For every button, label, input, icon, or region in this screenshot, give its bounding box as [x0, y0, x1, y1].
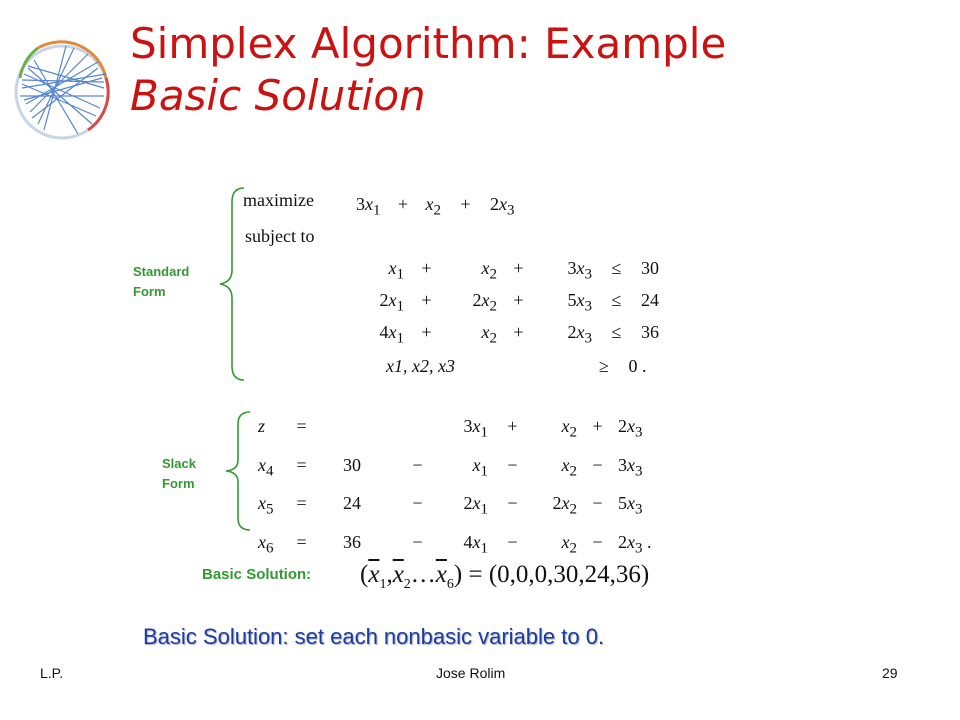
constraint-2-rhs: 24: [641, 290, 659, 310]
constraint-1-sub-2: 2: [489, 266, 497, 283]
constraint-2-var-3: x: [576, 290, 585, 310]
constraint-2-coef-2: 2: [472, 290, 482, 310]
slack-form: [258, 410, 652, 564]
constraint-2-sub-1: 1: [396, 298, 404, 315]
basic-solution-note: Basic Solution: set each nonbasic variable to 0.: [143, 624, 605, 649]
constraint-2-coef-1: 2: [379, 290, 389, 310]
constraint-2-sub-2: 2: [489, 298, 497, 315]
slack-row-x4: $x_4 = 30 - x_1 - x_2 - 3x_3$: [258, 449, 652, 488]
constraint-3-rhs: 36: [641, 322, 659, 342]
slack-z-eq: =: [296, 416, 307, 436]
slack-z-c3: 2: [618, 416, 627, 436]
constraint-3-relation: ≤: [611, 322, 622, 342]
slack-z-lhs: z: [258, 416, 266, 436]
constraint-1-rhs: 30: [641, 258, 659, 278]
slack-form-label: [162, 454, 196, 494]
objective-var-3: x: [499, 194, 507, 214]
standard-form-label-line2: Form: [133, 284, 166, 299]
standard-form: [243, 190, 314, 211]
basic-solution-equation: $(\overline{x}_1,\overline{x}_2\dots\overline{x}_6) = (0,0,0,30,24,36)$: [360, 561, 650, 592]
constraint-row-3: [356, 322, 659, 348]
objective-word: maximize: [243, 190, 314, 210]
constraint-3-coef-3: 2: [567, 322, 577, 342]
constraint-1-plus-1: +: [421, 258, 432, 278]
constraint-3-sub-2: 2: [489, 330, 497, 347]
constraint-1-var-3: x: [576, 258, 585, 278]
objective-sub-1: 1: [373, 202, 381, 219]
constraint-3-plus-1: +: [421, 322, 432, 342]
constraint-2-var-1: x: [388, 290, 397, 310]
standard-form-brace: [212, 184, 248, 384]
constraint-3-var-3: x: [576, 322, 585, 342]
objective-var-2: x: [425, 194, 434, 214]
slide-title: [130, 18, 726, 122]
constraint-3-var-1: x: [388, 322, 397, 342]
constraint-2-plus-2: +: [513, 290, 524, 310]
constraint-1-plus-2: +: [513, 258, 524, 278]
constraint-1-relation: ≤: [611, 258, 622, 278]
slack-row-x5: $x_5 = 24 - 2x_1 - 2x_2 - 5x_3$: [258, 487, 652, 526]
network-logo-icon: [8, 38, 116, 146]
nonnegativity-row: [386, 356, 646, 377]
slack-z-c1: 3: [463, 416, 473, 436]
footer-page-number: 29: [882, 665, 898, 681]
objective-coef-3: 2: [490, 194, 499, 214]
constraint-3-sub-3: 3: [584, 330, 592, 347]
constraint-1-coef-3: 3: [567, 258, 577, 278]
constraint-1-sub-3: 3: [584, 266, 592, 283]
objective-var-1: x: [365, 194, 373, 214]
slack-x4-const: 30: [343, 454, 361, 475]
objective-plus-2: +: [460, 194, 471, 214]
constraint-2-plus-1: +: [421, 290, 432, 310]
slack-form-label-line1: Slack: [162, 456, 196, 471]
constraint-3-sub-1: 1: [396, 330, 404, 347]
footer-center: Jose Rolim: [436, 665, 506, 681]
slack-z-op2: +: [507, 416, 518, 436]
slack-form-brace: [218, 408, 254, 534]
constraint-2-coef-3: 5: [567, 290, 577, 310]
footer-left: L.P.: [40, 665, 64, 681]
title-line2: Basic Solution: [130, 71, 426, 120]
constraint-2-relation: ≤: [611, 290, 622, 310]
constraint-3-coef-1: 4: [379, 322, 389, 342]
objective-sub-3: 3: [507, 202, 515, 219]
constraint-3-plus-2: +: [513, 322, 524, 342]
slack-x5-const: 24: [343, 493, 361, 514]
standard-form-label: [133, 262, 189, 302]
basic-solution-values: = (0,0,0,30,24,36): [468, 561, 650, 588]
title-line1: Simplex Algorithm: Example: [130, 19, 727, 68]
slack-row-x6: $x_6 = 36 - 4x_1 - x_2 - 2x_3$ .: [258, 526, 652, 565]
slack-x6-const: 36: [343, 531, 361, 552]
nonneg-rhs: 0 .: [628, 356, 647, 376]
constraint-3-var-2: x: [481, 322, 490, 342]
slack-z-op3: +: [592, 416, 603, 436]
slack-form-label-line2: Form: [162, 476, 195, 491]
constraint-row-2: [356, 290, 659, 316]
objective-sub-2: 2: [433, 202, 441, 219]
basic-solution-label: Basic Solution:: [202, 566, 312, 583]
standard-form-label-line1: Standard: [133, 264, 190, 279]
logo: [8, 38, 116, 146]
constraint-2-var-2: x: [481, 290, 490, 310]
objective-coef-1: 3: [356, 194, 365, 214]
nonneg-relation: ≥: [599, 356, 609, 376]
subject-to-word: subject to: [245, 226, 315, 246]
nonneg-vars: x1, x2, x3: [386, 356, 455, 376]
constraint-1-sub-1: 1: [396, 266, 404, 283]
objective-plus-1: +: [397, 194, 409, 214]
constraint-2-sub-3: 3: [584, 298, 592, 315]
constraint-1-var-2: x: [481, 258, 490, 278]
constraint-1-var-1: x: [388, 258, 397, 278]
objective-row: [356, 194, 515, 220]
constraint-row-1: [356, 258, 659, 284]
slack-row-z: z = $3x_1 + x_2 + 2x_3$: [258, 410, 652, 449]
